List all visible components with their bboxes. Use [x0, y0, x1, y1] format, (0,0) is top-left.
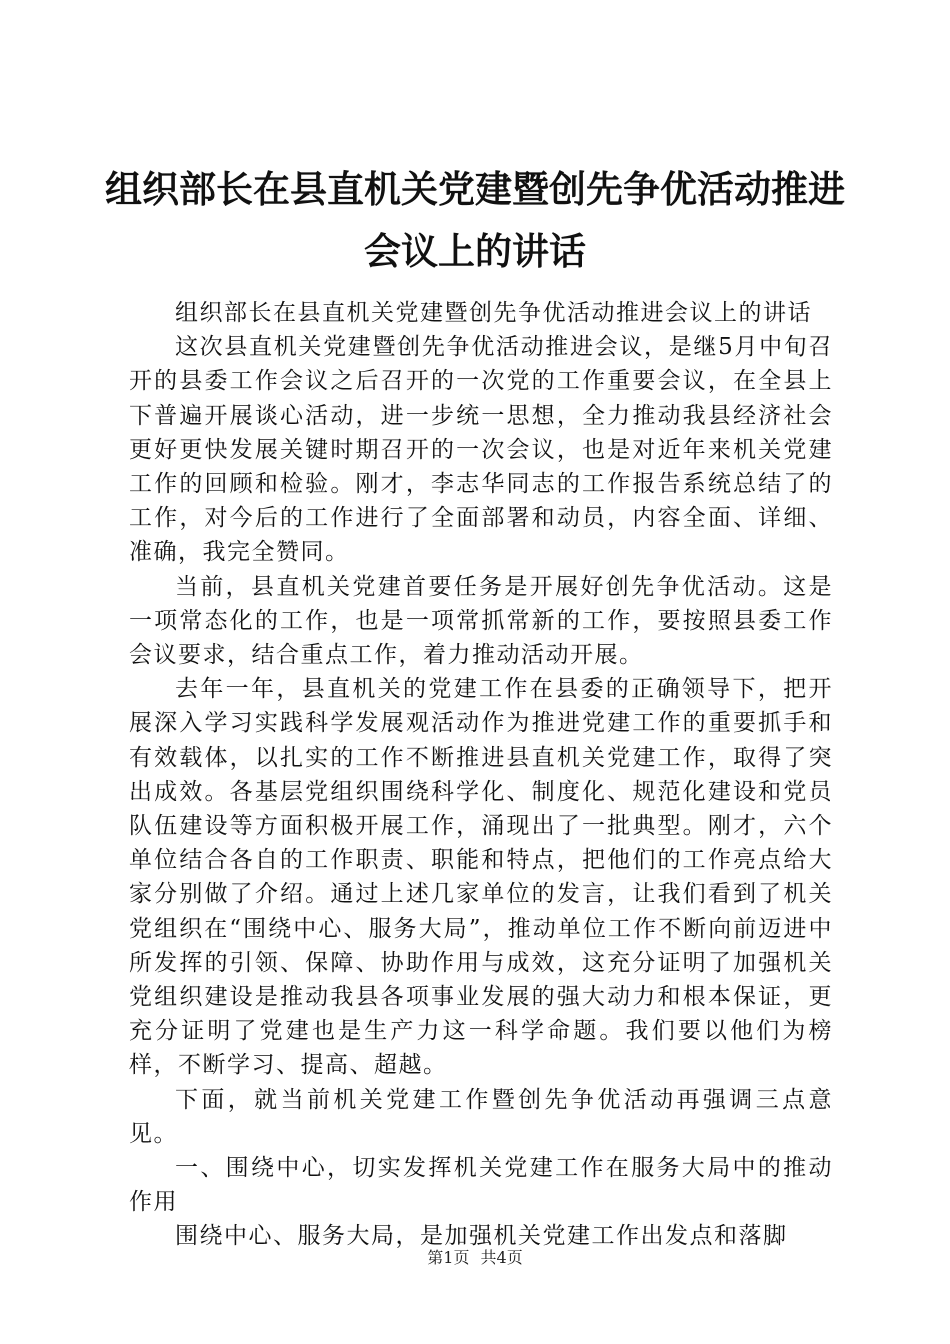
document-body: [129, 296, 833, 1254]
title-line-1: 组织部长在县直机关党建暨创先争优活动推进: [105, 167, 845, 211]
page-number: 第1页: [427, 1248, 470, 1267]
paragraph-intro: 这次县直机关党建暨创先争优活动推进会议，是继5月中旬召开的县委工作会议之后召开的一次党的工作重要会议，在全县上下普遍开展谈心活动，进一步统一思想，全力推动我县经济社会更好更快发展关键时期召开的一次会议，也是对近年来机关党建工作的回顾和检验。刚才，李志华同志的工作报告系统总结了的工作，对今后的工作进行了全面部署和动员，内容全面、详细、准确，我完全赞同。: [129, 334, 833, 566]
paragraph-current-task: 当前，县直机关党建首要任务是开展好创先争优活动。这是一项常态化的工作，也是一项常抓常新的工作，要按照县委工作会议要求，结合重点工作，着力推动活动开展。: [129, 573, 833, 669]
title-line-2: 会议上的讲话: [364, 229, 586, 273]
page-footer: [0, 1245, 950, 1268]
section-heading-1: 一、围绕中心，切实发挥机关党建工作在服务大局中的推动作用: [129, 1155, 833, 1216]
paragraph-transition: 下面，就当前机关党建工作暨创先争优活动再强调三点意见。: [129, 1086, 833, 1147]
paragraph-section-1-start: 围绕中心、服务大局，是加强机关党建工作出发点和落脚: [175, 1223, 788, 1250]
document-title: [100, 158, 850, 282]
paragraph-last-year-review: 去年一年，县直机关的党建工作在县委的正确领导下，把开展深入学习实践科学发展观活动作为推进党建工作的重要抓手和有效载体，以扎实的工作不断推进县直机关党建工作，取得了突出成效。各基层党组织围绕科学化、制度化、规范化建设和党员队伍建设等方面积极开展工作，涌现出了一批典型。刚才，六个单位结合各自的工作职责、职能和特点，把他们的工作亮点给大家分别做了介绍。通过上述几家单位的发言，让我们看到了机关党组织在“围绕中心、服务大局”，推动单位工作不断向前迈进中所发挥的引领、保障、协助作用与成效，这充分证明了加强机关党组织建设是推动我县各项事业发展的强大动力和根本保证，更充分证明了党建也是生产力这一科学命题。我们要以他们为榜样，不断学习、提高、超越。: [129, 676, 833, 1079]
paragraph-heading-repeat: 组织部长在县直机关党建暨创先争优活动推进会议上的讲话: [175, 300, 812, 326]
page-total: 共4页: [480, 1248, 523, 1267]
